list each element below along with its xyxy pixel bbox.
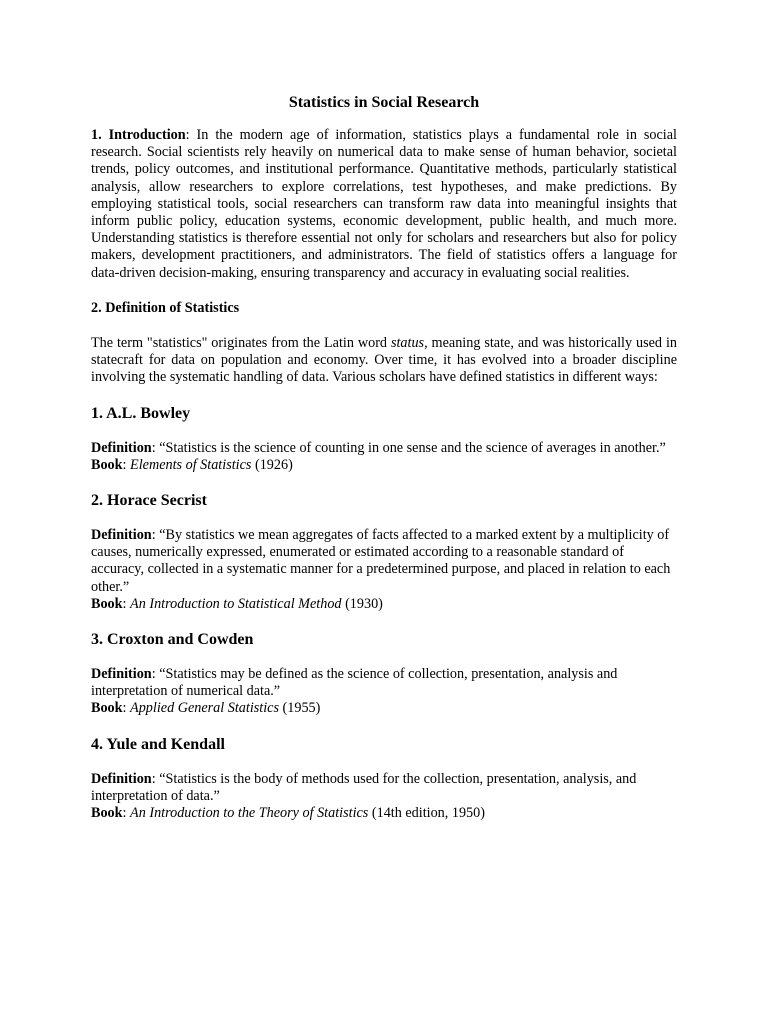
label-separator: :	[122, 456, 131, 473]
book-title: Applied General Statistics	[130, 700, 279, 717]
book-title: An Introduction to Statistical Method	[130, 595, 342, 612]
book-year: (14th edition, 1950)	[368, 805, 485, 822]
label-separator: :	[122, 595, 131, 612]
definition-quote: “Statistics may be defined as the science of collection, presentation, analysis and interpretation of numerical data.”	[91, 666, 618, 700]
label-separator: :	[151, 666, 160, 683]
introduction-text: : In the modern age of information, statistics plays a fundamental role in social research. Social scientists rely heavily on numerical data to make sense of human behavior, societal trends, policy outcomes, and institutional performance. Quantitative methods, particularly statistical analysis, allow researchers to explore correlations, test hypotheses, and make predictions. By employing statistical tools, social researchers can transform raw data into meaningful insights that inform public policy, education systems, economic development, public health, and much more. Understanding statistics is therefore essential not only for scholars and researchers but also for policy makers, development practitioners, and administrators. The field of statistics offers a language for data-driven decision-making, ensuring transparency and accuracy in evaluating social realities.	[91, 127, 677, 281]
book-line	[91, 805, 677, 822]
book-label: Book	[91, 595, 123, 612]
document-page	[91, 93, 677, 822]
label-separator: :	[151, 439, 160, 456]
book-year: (1926)	[251, 456, 293, 473]
definition-label: Definition	[91, 666, 152, 683]
scholar-heading: 2. Horace Secrist	[91, 492, 207, 510]
label-separator: :	[151, 770, 160, 787]
scholar-heading: 3. Croxton and Cowden	[91, 631, 254, 649]
label-separator: :	[122, 805, 131, 822]
definition-section-paragraph	[91, 335, 677, 387]
definition-line	[91, 771, 677, 805]
definition-line	[91, 440, 677, 457]
definition-line	[91, 527, 677, 596]
scholar-entry	[91, 771, 677, 823]
definition-section-heading: 2. Definition of Statistics	[91, 299, 240, 316]
book-label: Book	[91, 456, 123, 473]
book-label: Book	[91, 700, 123, 717]
definition-label: Definition	[91, 439, 152, 456]
label-separator: :	[122, 700, 131, 717]
book-line	[91, 596, 677, 613]
definition-quote: “By statistics we mean aggregates of facts affected to a marked extent by a multiplicity of causes, numerically expressed, enumerated or estimated according to a reasonable standard of accuracy, collected in a systematic manner for a predetermined purpose, and placed in relation to each other.”	[91, 527, 671, 595]
definition-italic-word: status	[390, 335, 425, 352]
scholar-entry	[91, 527, 677, 613]
book-title: Elements of Statistics	[130, 456, 252, 473]
definition-text-after: , meaning state, and was historically used in statecraft for data on population and economy. Over time, it has evolved into a broader discipline involving the systematic handling of data. Various scholars have defined statistics in different ways:	[91, 335, 677, 386]
definition-label: Definition	[91, 527, 152, 544]
book-title: An Introduction to the Theory of Statistics	[130, 805, 369, 822]
definition-text-before: The term "statistics" originates from the Latin word	[91, 335, 391, 352]
introduction-label: 1. Introduction	[91, 127, 186, 143]
book-line	[91, 457, 677, 474]
document-title: Statistics in Social Research	[288, 94, 480, 111]
scholar-heading: 4. Yule and Kendall	[91, 735, 225, 753]
definition-label: Definition	[91, 770, 152, 787]
book-label: Book	[91, 805, 123, 822]
book-line	[91, 700, 677, 717]
scholar-entry	[91, 666, 677, 718]
definition-quote: “Statistics is the science of counting in one sense and the science of averages in another.”	[159, 439, 666, 456]
definition-line	[91, 666, 677, 700]
introduction-paragraph	[91, 127, 677, 282]
book-year: (1930)	[341, 595, 383, 612]
book-year: (1955)	[279, 700, 321, 717]
definition-quote: “Statistics is the body of methods used for the collection, presentation, analysis, and interpretation of data.”	[91, 770, 637, 804]
scholar-entry	[91, 440, 677, 474]
label-separator: :	[151, 527, 160, 544]
scholar-heading: 1. A.L. Bowley	[91, 404, 191, 422]
